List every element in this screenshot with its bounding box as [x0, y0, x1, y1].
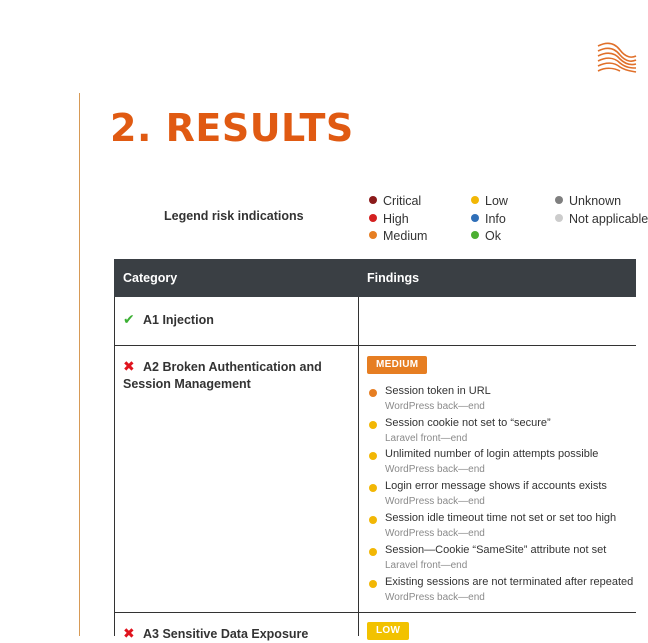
cross-icon: ✖: [123, 625, 135, 641]
legend-item-low: Low: [471, 194, 508, 208]
legend-item-unknown: Unknown: [555, 194, 621, 208]
page-title: 2. RESULTS: [110, 106, 354, 150]
low-dot-icon: [369, 548, 377, 556]
table-header: [114, 259, 636, 297]
high-dot-icon: [369, 214, 377, 222]
unknown-dot-icon: [555, 196, 563, 204]
low-dot-icon: [369, 516, 377, 524]
results-table: Category Findings ✔ A1 Injection ✖ A2 Broken Authentication and Session Management MEDIUM Session token in URL WordPress back—end Session cookie not set to “secure” Laravel front—end Unlimited number of login attempts possible WordPress back—end Login error message shows if accounts exists WordPress back—end Session idle timeout time not set or set too high WordPress back—end Session—Cookie “SameSite” attribute not set Laravel front—end Existing sessions are not terminated after repeated WordPress back—end ✖ A3 Sensitive Data Exposure LOW: [114, 259, 636, 636]
ok-dot-icon: [471, 231, 479, 239]
cross-icon: ✖: [123, 358, 135, 374]
legend-item-not-applicable: Not applicable: [555, 212, 648, 226]
legend-item-medium: Medium: [369, 229, 427, 243]
page-margin-line: [79, 93, 80, 636]
medium-dot-icon: [369, 389, 377, 397]
header-category: Category: [123, 271, 178, 285]
critical-dot-icon: [369, 196, 377, 204]
severity-badge-low: LOW: [367, 622, 409, 640]
legend-item-high: High: [369, 212, 409, 226]
not-applicable-dot-icon: [555, 214, 563, 222]
legend-item-info: Info: [471, 212, 506, 226]
info-dot-icon: [471, 214, 479, 222]
low-dot-icon: [369, 421, 377, 429]
medium-dot-icon: [369, 231, 377, 239]
checkmark-icon: ✔: [123, 311, 135, 327]
low-dot-icon: [471, 196, 479, 204]
column-separator: [358, 297, 359, 636]
category-a3: ✖ A3 Sensitive Data Exposure: [123, 625, 309, 641]
low-dot-icon: [369, 484, 377, 492]
severity-badge-medium: MEDIUM: [367, 356, 427, 374]
header-findings: Findings: [367, 271, 420, 285]
legend-label: Legend risk indications: [164, 209, 304, 223]
low-dot-icon: [369, 580, 377, 588]
company-logo-icon: [596, 40, 636, 76]
legend-item-ok: Ok: [471, 229, 501, 243]
category-a2: ✖ A2 Broken Authentication and Session Management: [123, 358, 322, 391]
legend-item-critical: Critical: [369, 194, 421, 208]
category-a1: ✔ A1 Injection: [123, 311, 214, 327]
low-dot-icon: [369, 452, 377, 460]
